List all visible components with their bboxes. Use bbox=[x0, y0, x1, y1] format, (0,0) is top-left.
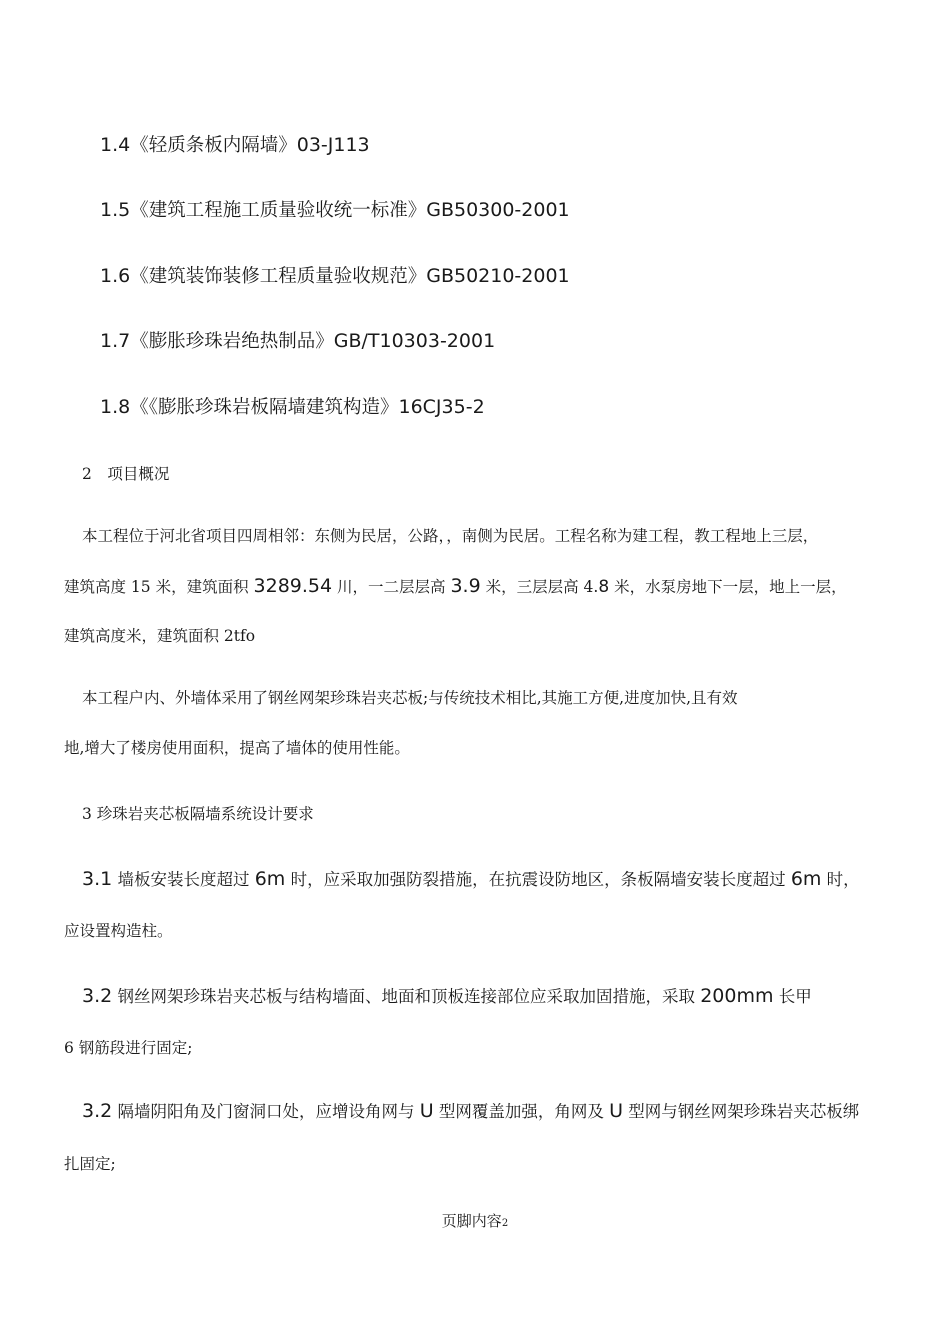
ref-number: 1.6 bbox=[100, 265, 131, 287]
footer-text: 页脚内容 bbox=[441, 1212, 502, 1230]
ref-number: 1.7 bbox=[100, 330, 131, 352]
paragraph-wall-line-2: 地,增大了楼房使用面积，提高了墙体的使用性能。 bbox=[64, 739, 410, 757]
ref-number: 1.5 bbox=[100, 199, 131, 221]
item-number: 3.1 bbox=[82, 868, 113, 890]
ref-item-1-6 bbox=[100, 266, 570, 287]
floor-height-value: 3.9 bbox=[450, 575, 481, 597]
ref-title: 《建筑装饰装修工程质量验收规范》 bbox=[130, 266, 427, 287]
ref-code: GB50300-2001 bbox=[426, 199, 570, 221]
page-number: 2 bbox=[501, 1218, 509, 1229]
ref-number: 1.8 bbox=[100, 396, 131, 418]
ref-number: 1.4 bbox=[100, 134, 131, 156]
item-3-2-line-2: 6 钢筋段进行固定; bbox=[64, 1039, 193, 1057]
item-3-2-line-1: 3.2 钢丝网架珍珠岩夹芯板与结构墙面、地面和顶板连接部位应采取加固措施，采取 200mm 长甲 bbox=[82, 985, 812, 1007]
section-heading-2: 2 项目概况 bbox=[82, 465, 170, 483]
ref-title: 《轻质条板内隔墙》 bbox=[130, 135, 297, 156]
ref-code: 03-J113 bbox=[296, 134, 370, 156]
item-3-2b-line-1: 3.2 隔墙阴阳角及门窗洞口处，应增设角网与 U 型网覆盖加强，角网及 U 型网与钢丝网架珍珠岩夹芯板绑 bbox=[82, 1100, 860, 1122]
paragraph-overview-line-2: 建筑高度 15 米，建筑面积 3289.54 川，一二层层高 3.9 米，三层层高 4.8 米，水泵房地下一层，地上一层， bbox=[64, 575, 847, 597]
item-number: 3.2 bbox=[82, 985, 113, 1007]
section-heading-3: 3 珍珠岩夹芯板隔墙系统设计要求 bbox=[82, 805, 314, 823]
ref-title: 《《膨胀珍珠岩板隔墙建筑构造》 bbox=[130, 397, 399, 418]
item-3-1-line-2: 应设置构造柱。 bbox=[64, 922, 173, 940]
item-3-1-line-1: 3.1 墙板安装长度超过 6m 时，应采取加强防裂措施，在抗震设防地区，条板隔墙安装长度超过 6m 时， bbox=[82, 868, 860, 890]
area-value: 3289.54 bbox=[253, 575, 333, 597]
item-number: 3.2 bbox=[82, 1100, 113, 1122]
ref-item-1-5 bbox=[100, 200, 570, 221]
ref-code: GB/T10303-2001 bbox=[333, 330, 496, 352]
ref-code: GB50210-2001 bbox=[426, 265, 570, 287]
paragraph-overview-line-1: 本工程位于河北省项目四周相邻：东侧为民居，公路，，南侧为民居。工程名称为建工程，教工程地上三层， bbox=[82, 527, 819, 545]
page-footer bbox=[0, 1210, 950, 1231]
paragraph-overview-line-3: 建筑高度米，建筑面积 2tfo bbox=[64, 627, 256, 645]
paragraph-wall-line-1: 本工程户内、外墙体采用了钢丝网架珍珠岩夹芯板;与传统技术相比,其施工方便,进度加快,且有效 bbox=[82, 689, 738, 707]
ref-code: 16CJ35-2 bbox=[398, 396, 485, 418]
ref-item-1-4 bbox=[100, 135, 370, 156]
ref-item-1-8 bbox=[100, 397, 485, 418]
ref-title: 《建筑工程施工质量验收统一标准》 bbox=[130, 200, 427, 221]
ref-title: 《膨胀珍珠岩绝热制品》 bbox=[130, 331, 334, 352]
ref-item-1-7 bbox=[100, 331, 495, 352]
item-3-2b-line-2: 扎固定; bbox=[64, 1155, 116, 1173]
